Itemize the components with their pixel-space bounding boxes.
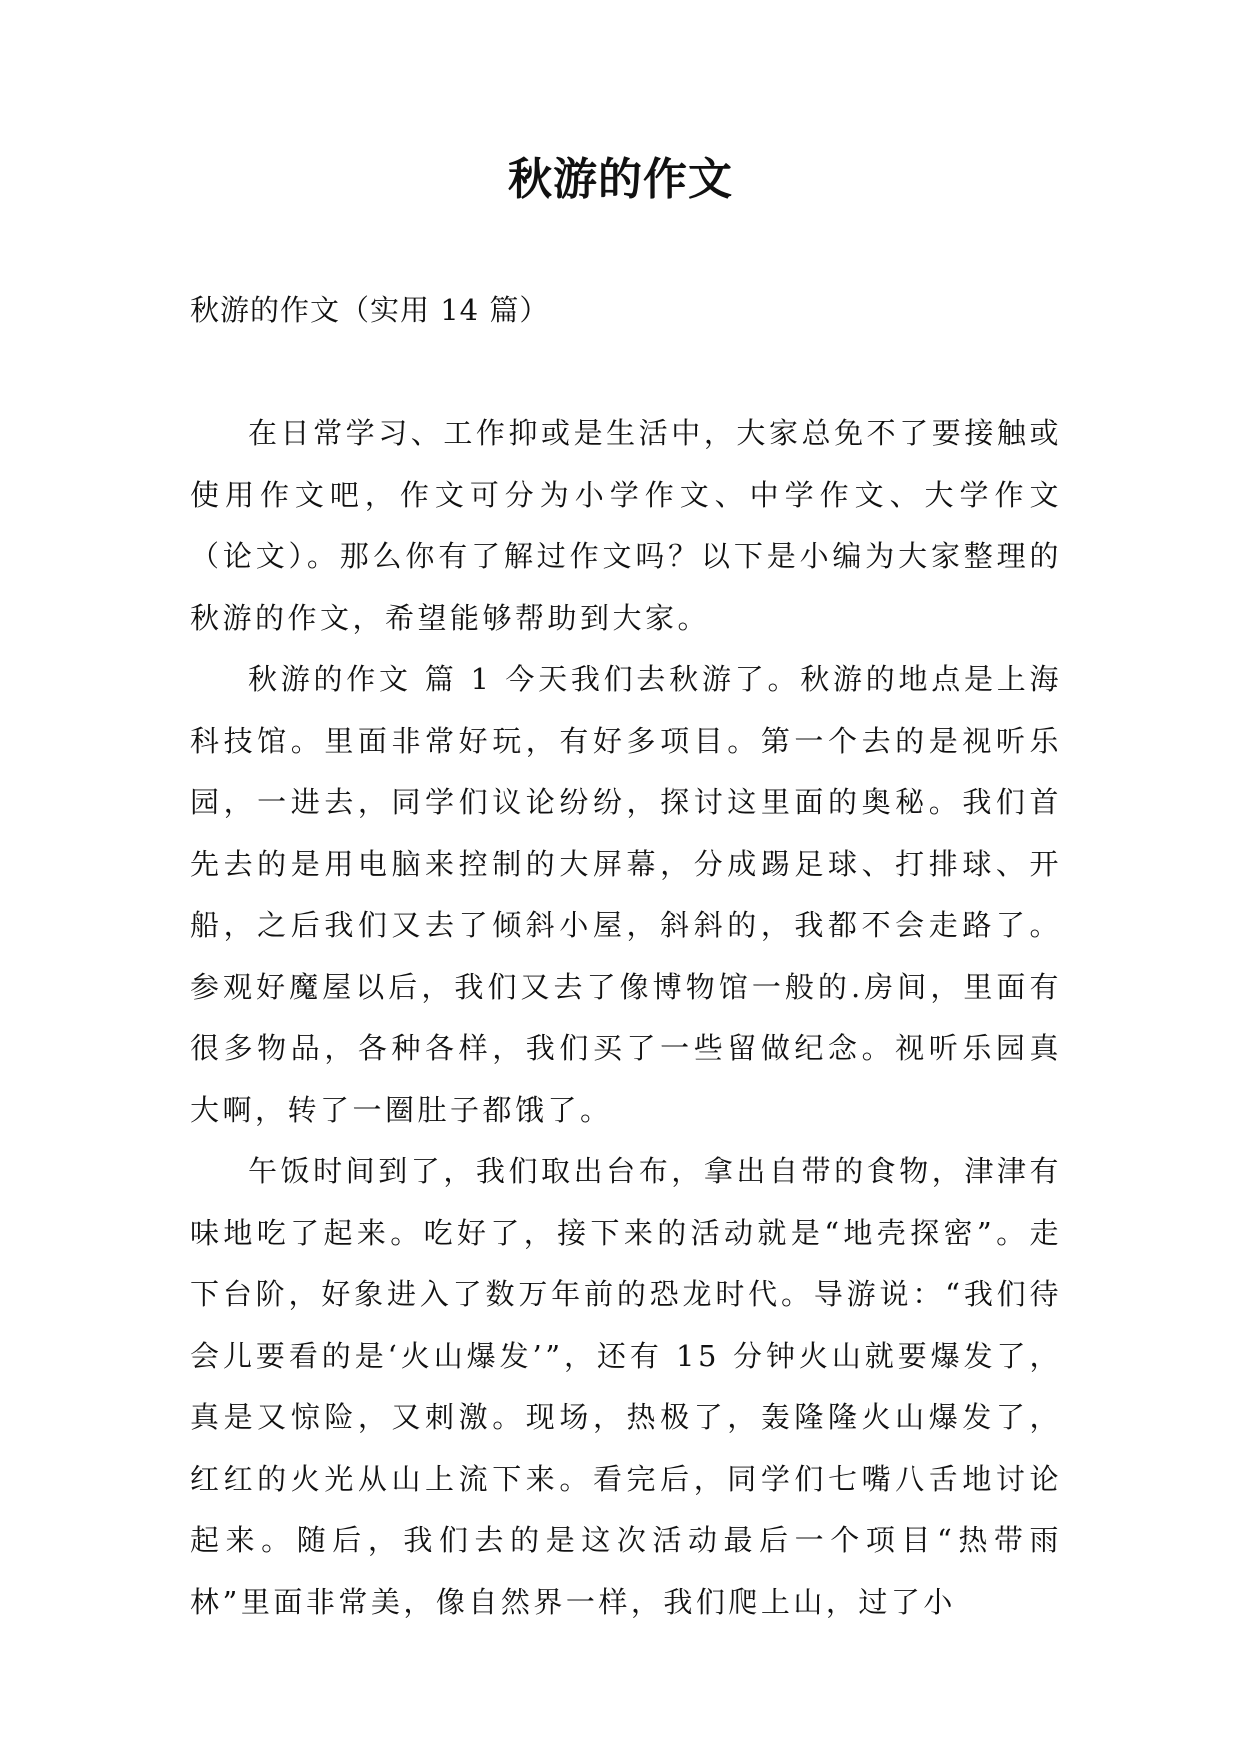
document-subtitle: 秋游的作文（实用 14 篇） — [190, 293, 550, 327]
paragraph-essay-1: 秋游的作文 篇 1 今天我们去秋游了。秋游的地点是上海科技馆。里面非常好玩，有好多项目。第一个去的是视听乐园，一进去，同学们议论纷纷，探讨这里面的奥秘。我们首先去的是用电脑来控制的大屏幕，分成踢足球、打排球、开船，之后我们又去了倾斜小屋，斜斜的，我都不会走路了。参观好魔屋以后，我们又去了像博物馆一般的.房间，里面有很多物品，各种各样，我们买了一些留做纪念。视听乐园真大啊，转了一圈肚子都饿了。 — [190, 662, 1062, 1127]
paragraph-lunch: 午饭时间到了，我们取出台布，拿出自带的食物，津津有味地吃了起来。吃好了，接下来的活动就是“地壳探密”。走下台阶，好象进入了数万年前的恐龙时代。导游说：“我们待会儿要看的是‘火山爆发’”，还有 15 分钟火山就要爆发了，真是又惊险，又刺激。现场，热极了，轰隆隆火山爆发了，红红的火光从山上流下来。看完后，同学们七嘴八舌地讨论起来。随后，我们去的是这次活动最后一个项目“热带雨林”里面非常美，像自然界一样，我们爬上山，过了小 — [190, 1154, 1062, 1619]
document-body — [190, 403, 1062, 1633]
document-title: 秋游的作文 — [508, 154, 733, 205]
paragraph-intro: 在日常学习、工作抑或是生活中，大家总免不了要接触或使用作文吧，作文可分为小学作文、中学作文、大学作文（论文）。那么你有了解过作文吗？以下是小编为大家整理的秋游的作文，希望能够帮助到大家。 — [190, 416, 1062, 635]
